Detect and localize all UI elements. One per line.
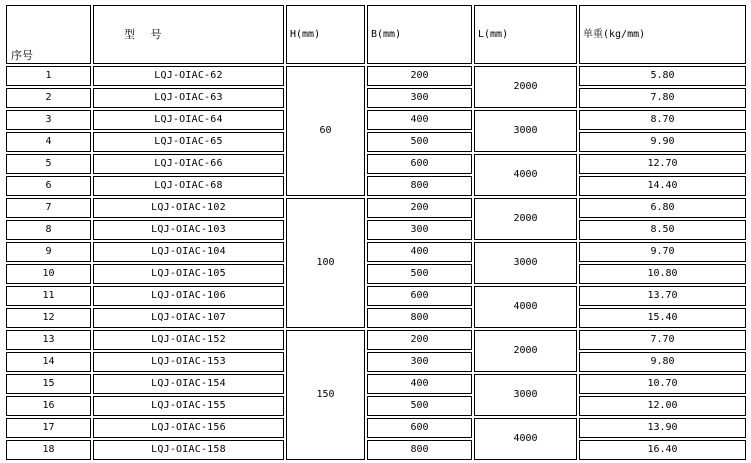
seq-cell: 6 [6,176,91,196]
l-cell: 3000 [474,374,577,416]
table-row [6,330,746,350]
model-cell: LQJ-OIAC-158 [93,440,284,460]
table-row [6,418,746,438]
b-cell: 600 [367,154,472,174]
header-b: B(mm) [367,5,472,64]
model-cell: LQJ-OIAC-63 [93,88,284,108]
table-row [6,66,746,86]
seq-cell: 4 [6,132,91,152]
model-cell: LQJ-OIAC-107 [93,308,284,328]
weight-cell: 5.80 [579,66,746,86]
table-row [6,352,746,372]
b-cell: 400 [367,374,472,394]
model-cell: LQJ-OIAC-68 [93,176,284,196]
model-cell: LQJ-OIAC-66 [93,154,284,174]
b-cell: 800 [367,308,472,328]
model-cell: LQJ-OIAC-65 [93,132,284,152]
table-row [6,110,746,130]
h-cell: 150 [286,330,365,460]
seq-cell: 10 [6,264,91,284]
model-cell: LQJ-OIAC-104 [93,242,284,262]
header-model: 型 号 [93,5,284,64]
header-h: H(mm) [286,5,365,64]
model-cell: LQJ-OIAC-106 [93,286,284,306]
b-cell: 300 [367,352,472,372]
h-cell: 100 [286,198,365,328]
weight-cell: 14.40 [579,176,746,196]
seq-cell: 17 [6,418,91,438]
weight-cell: 8.70 [579,110,746,130]
seq-cell: 11 [6,286,91,306]
weight-cell: 15.40 [579,308,746,328]
l-cell: 2000 [474,330,577,372]
seq-cell: 13 [6,330,91,350]
b-cell: 300 [367,88,472,108]
weight-cell: 10.80 [579,264,746,284]
seq-cell: 7 [6,198,91,218]
l-cell: 4000 [474,154,577,196]
model-cell: LQJ-OIAC-153 [93,352,284,372]
table-row [6,220,746,240]
table-row [6,198,746,218]
seq-cell: 1 [6,66,91,86]
table-row [6,242,746,262]
weight-cell: 16.40 [579,440,746,460]
table-row [6,132,746,152]
table-row [6,374,746,394]
b-cell: 500 [367,132,472,152]
b-cell: 500 [367,264,472,284]
table-row [6,286,746,306]
weight-cell: 9.90 [579,132,746,152]
b-cell: 600 [367,286,472,306]
seq-cell: 18 [6,440,91,460]
table-row [6,88,746,108]
weight-cell: 13.90 [579,418,746,438]
weight-cell: 7.70 [579,330,746,350]
b-cell: 300 [367,220,472,240]
spec-table [4,3,748,462]
b-cell: 800 [367,440,472,460]
table-row [6,176,746,196]
l-cell: 4000 [474,418,577,460]
l-cell: 3000 [474,110,577,152]
seq-cell: 2 [6,88,91,108]
table-row [6,308,746,328]
weight-cell: 12.00 [579,396,746,416]
weight-cell: 9.70 [579,242,746,262]
seq-cell: 12 [6,308,91,328]
seq-cell: 9 [6,242,91,262]
weight-cell: 8.50 [579,220,746,240]
weight-cell: 10.70 [579,374,746,394]
table-row [6,440,746,460]
model-cell: LQJ-OIAC-62 [93,66,284,86]
h-cell: 60 [286,66,365,196]
seq-cell: 14 [6,352,91,372]
weight-cell: 6.80 [579,198,746,218]
seq-cell: 8 [6,220,91,240]
table-row [6,396,746,416]
b-cell: 500 [367,396,472,416]
model-cell: LQJ-OIAC-103 [93,220,284,240]
model-cell: LQJ-OIAC-64 [93,110,284,130]
seq-cell: 16 [6,396,91,416]
header-l: L(mm) [474,5,577,64]
header-weight: 单重(kg/mm) [579,5,746,64]
weight-cell: 9.80 [579,352,746,372]
model-cell: LQJ-OIAC-156 [93,418,284,438]
seq-cell: 3 [6,110,91,130]
model-cell: LQJ-OIAC-154 [93,374,284,394]
table-row [6,154,746,174]
b-cell: 400 [367,110,472,130]
weight-cell: 13.70 [579,286,746,306]
b-cell: 200 [367,66,472,86]
model-cell: LQJ-OIAC-102 [93,198,284,218]
model-cell: LQJ-OIAC-155 [93,396,284,416]
table-row [6,264,746,284]
l-cell: 2000 [474,198,577,240]
b-cell: 600 [367,418,472,438]
model-cell: LQJ-OIAC-152 [93,330,284,350]
b-cell: 400 [367,242,472,262]
model-cell: LQJ-OIAC-105 [93,264,284,284]
seq-cell: 5 [6,154,91,174]
header-seq: 序号 [6,5,91,64]
l-cell: 3000 [474,242,577,284]
weight-cell: 12.70 [579,154,746,174]
b-cell: 200 [367,198,472,218]
seq-cell: 15 [6,374,91,394]
b-cell: 200 [367,330,472,350]
weight-cell: 7.80 [579,88,746,108]
b-cell: 800 [367,176,472,196]
l-cell: 4000 [474,286,577,328]
l-cell: 2000 [474,66,577,108]
header-row [6,5,746,64]
